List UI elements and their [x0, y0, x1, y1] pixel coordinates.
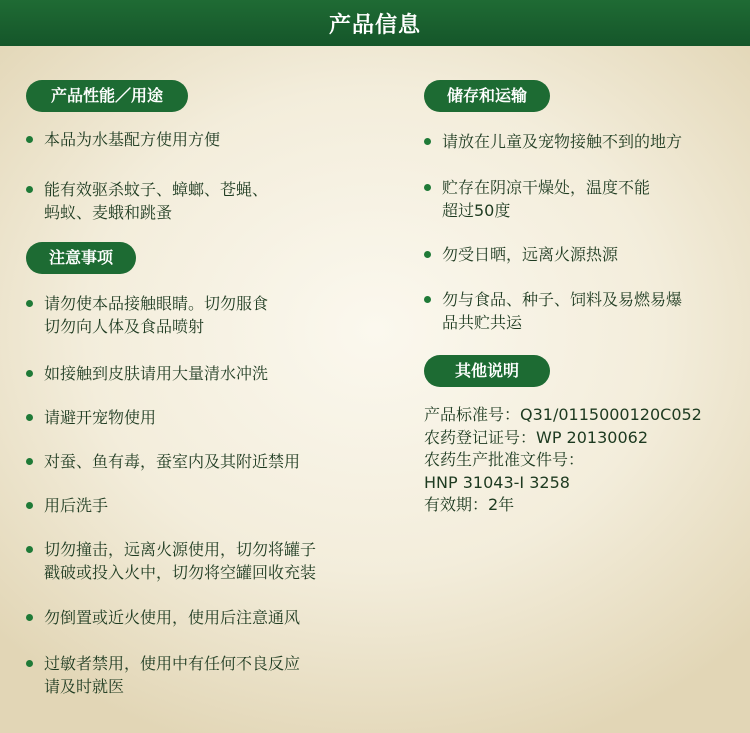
list-item — [26, 362, 268, 385]
list-item-text: 用后洗手 — [44, 496, 109, 515]
section-title-usage: 产品性能／用途 — [26, 80, 188, 112]
page-title: 产品信息 — [328, 12, 421, 38]
bullet-dot-icon — [26, 660, 33, 667]
list-item — [26, 494, 108, 517]
list-item-text: 蚂蚁、麦蛾和跳蚤 — [44, 203, 173, 222]
list-item-text: 戳破或投入火中，切勿将空罐回收充装 — [44, 563, 317, 582]
bullet-dot-icon — [26, 370, 33, 377]
bullet-dot-icon — [424, 184, 431, 191]
list-item — [26, 178, 268, 224]
list-item-text: 贮存在阴凉干燥处，温度不能 — [442, 178, 651, 197]
note-line-registration: 农药登记证号：WP 20130062 — [424, 427, 648, 447]
list-item — [26, 652, 300, 698]
section-title-caution: 注意事项 — [26, 242, 136, 274]
list-item — [26, 292, 268, 338]
note-line-approval-label: 农药生产批准文件号： — [424, 450, 585, 469]
list-item-text: 超过50度 — [442, 201, 511, 220]
list-item-text: 切勿撞击，远离火源使用，切勿将罐子 — [44, 540, 317, 559]
list-item-text: 勿受日晒，远离火源热源 — [442, 245, 619, 264]
bullet-dot-icon — [26, 136, 33, 143]
list-item — [424, 130, 682, 153]
note-line-shelf-life: 有效期：2年 — [424, 495, 515, 514]
list-item — [26, 538, 316, 584]
list-item-text: 能有效驱杀蚊子、蟑螂、苍蝇、 — [44, 180, 269, 199]
section-title-other: 其他说明 — [424, 355, 550, 387]
bullet-dot-icon — [26, 414, 33, 421]
list-item-text: 对蚕、鱼有毒，蚕室内及其附近禁用 — [44, 452, 301, 471]
bullet-dot-icon — [26, 546, 33, 553]
list-item-text: 品共贮共运 — [442, 313, 523, 332]
list-item — [424, 176, 650, 222]
bullet-dot-icon — [26, 186, 33, 193]
bullet-dot-icon — [26, 614, 33, 621]
bullet-dot-icon — [26, 458, 33, 465]
section-title-storage: 储存和运输 — [424, 80, 550, 112]
list-item-text: 请及时就医 — [44, 677, 125, 696]
list-item-text: 请放在儿童及宠物接触不到的地方 — [442, 132, 683, 151]
note-line-approval-number: HNP 31043-I 3258 — [424, 472, 570, 492]
list-item-text: 本品为水基配方使用方便 — [44, 130, 221, 149]
list-item — [26, 450, 300, 473]
other-notes — [424, 404, 702, 517]
list-item-text: 如接触到皮肤请用大量清水冲洗 — [44, 364, 269, 383]
list-item — [26, 606, 300, 629]
list-item — [26, 128, 220, 151]
list-item-text: 请避开宠物使用 — [44, 408, 157, 427]
list-item-text: 勿与食品、种子、饲料及易燃易爆 — [442, 290, 683, 309]
bullet-dot-icon — [26, 502, 33, 509]
list-item — [26, 406, 156, 429]
list-item-text: 切勿向人体及食品喷射 — [44, 317, 205, 336]
header-bar — [0, 0, 750, 46]
note-line-standard: 产品标准号：Q31/0115000120C052 — [424, 405, 702, 424]
list-item-text: 请勿使本品接触眼睛。切勿服食 — [44, 294, 269, 313]
bullet-dot-icon — [424, 251, 431, 258]
list-item-text: 过敏者禁用，使用中有任何不良反应 — [44, 654, 301, 673]
list-item — [424, 288, 682, 334]
list-item — [424, 243, 618, 266]
bullet-dot-icon — [424, 138, 431, 145]
list-item-text: 勿倒置或近火使用，使用后注意通风 — [44, 608, 301, 627]
bullet-dot-icon — [26, 300, 33, 307]
bullet-dot-icon — [424, 296, 431, 303]
